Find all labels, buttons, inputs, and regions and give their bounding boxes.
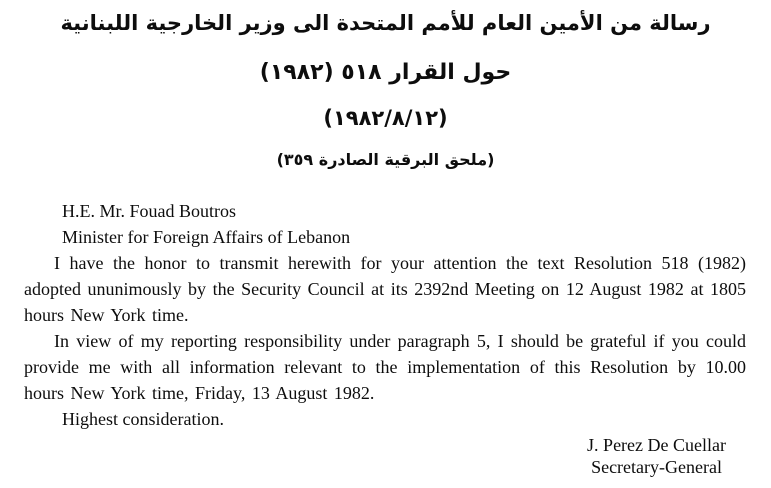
- arabic-heading: [0, 0, 771, 172]
- arabic-resolution-line: حول القرار ٥١٨ (١٩٨٢): [259, 60, 512, 85]
- letter-paragraph-1: I have the honor to transmit herewith for your attention the text Resolution 518 (1982) adopted ununimously by the Security Council at its 2392nd Meeting on 12 August 1982 at 1805 hours New York time.: [24, 253, 746, 325]
- recipient-title: Minister for Foreign Affairs of Lebanon: [62, 227, 351, 247]
- letter-paragraph-2: In view of my reporting responsibility under paragraph 5, I should be grateful if you could provide me with all information relevant to the implementation of this Resolution by 10.00 hours New York time, Friday, 13 August 1982.: [24, 331, 746, 403]
- signature-title: Secretary-General: [591, 457, 722, 477]
- arabic-title-line: رسالة من الأمين العام للأمم المتحدة الى وزير الخارجية اللبنانية: [60, 11, 711, 35]
- letter-body: [24, 198, 746, 478]
- closing-line: Highest consideration.: [62, 409, 224, 429]
- signature-block: [587, 434, 726, 478]
- recipient-name: H.E. Mr. Fouad Boutros: [62, 201, 237, 221]
- signature-name: J. Perez De Cuellar: [587, 435, 726, 455]
- arabic-telegram-note-line: (ملحق البرقية الصادرة ٣٥٩): [276, 150, 495, 169]
- arabic-date-line: (١٩٨٢/٨/١٢): [323, 106, 448, 130]
